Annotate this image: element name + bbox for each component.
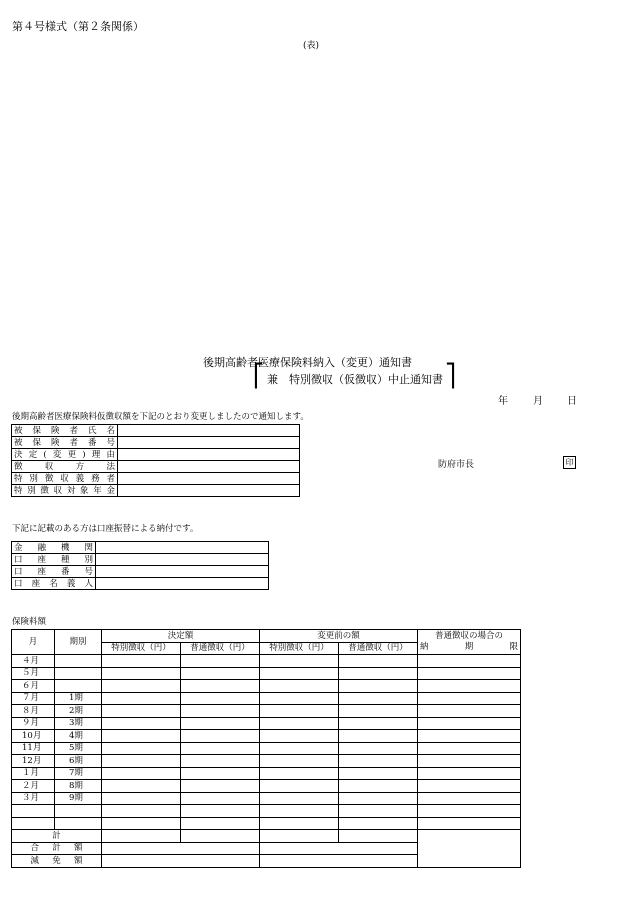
- amount-cell: [339, 705, 418, 718]
- amount-cell: [339, 692, 418, 705]
- row-label: 被保険者番号: [12, 437, 118, 449]
- table-row: [12, 542, 269, 554]
- amount-cell: [102, 792, 181, 805]
- period-cell: [55, 667, 102, 680]
- amount-cell: [181, 680, 260, 693]
- row-label: 口座名義人: [12, 578, 96, 590]
- amount-cell: [418, 680, 521, 693]
- table-row: [12, 717, 521, 730]
- table-row: [12, 461, 300, 473]
- amount-cell: [339, 655, 418, 668]
- table-row: [12, 554, 269, 566]
- table-row: [12, 705, 521, 718]
- period-cell: [55, 680, 102, 693]
- amount-cell: [339, 780, 418, 793]
- seal-icon: 印: [563, 456, 576, 469]
- period-cell: 5期: [55, 742, 102, 755]
- row-label: 口座種別: [12, 554, 96, 566]
- month-cell: ８月: [12, 705, 55, 718]
- period-cell: 2期: [55, 705, 102, 718]
- table-row: [12, 473, 300, 485]
- amount-cell: [102, 805, 181, 818]
- amount-cell: [181, 767, 260, 780]
- row-label: 決定(変更)理由: [12, 449, 118, 461]
- month-cell: ５月: [12, 667, 55, 680]
- amount-cell: [102, 742, 181, 755]
- notice-text: 後期高齢者医療保険料仮徴収額を下記のとおり変更しましたので通知します。: [12, 412, 309, 422]
- amount-cell: [418, 692, 521, 705]
- header-decided-amount: 決定額: [102, 630, 260, 643]
- table-row: [12, 742, 521, 755]
- table-row: [12, 817, 521, 830]
- amount-cell: [418, 780, 521, 793]
- amount-cell: [181, 655, 260, 668]
- row-label: 被保険者氏名: [12, 425, 118, 437]
- amount-cell: [339, 730, 418, 743]
- month-cell: ７月: [12, 692, 55, 705]
- month-cell: ３月: [12, 792, 55, 805]
- table-row: [12, 755, 521, 768]
- header-normal-collection-before: 普通徴収（円）: [339, 642, 418, 655]
- value-cell: [118, 485, 300, 497]
- amount-cell: [181, 792, 260, 805]
- table-row: [12, 767, 521, 780]
- amount-cell: [102, 717, 181, 730]
- table-row: [12, 578, 269, 590]
- amount-cell: [260, 805, 339, 818]
- value-cell: [118, 473, 300, 485]
- period-cell: 8期: [55, 780, 102, 793]
- amount-cell: [181, 667, 260, 680]
- table-row: [12, 692, 521, 705]
- amount-cell: [260, 742, 339, 755]
- amount-cell: [260, 767, 339, 780]
- amount-cell: [418, 767, 521, 780]
- amount-cell: [418, 717, 521, 730]
- document-subtitle: ⎡ 兼 特別徴収（仮徴収）中止通知書 ⎤: [253, 364, 456, 389]
- value-cell: [96, 578, 269, 590]
- row-label: 口座番号: [12, 566, 96, 578]
- header-period: 期別: [55, 630, 102, 655]
- amount-cell: [339, 755, 418, 768]
- amount-cell: [260, 655, 339, 668]
- table-row: [12, 566, 269, 578]
- row-label: 金融機関: [12, 542, 96, 554]
- form-side-label: (表): [303, 41, 320, 51]
- amount-cell: [260, 817, 339, 830]
- amount-cell: [418, 742, 521, 755]
- mayor-label: 防府市長: [438, 460, 475, 470]
- amount-cell: [102, 705, 181, 718]
- amount-cell: [181, 717, 260, 730]
- document-title: 後期高齢者医療保険料納入（変更）通知書: [203, 356, 412, 369]
- table-row: [12, 449, 300, 461]
- insured-info-table: [11, 424, 300, 497]
- amount-cell: [181, 805, 260, 818]
- month-cell: 11月: [12, 742, 55, 755]
- amount-cell: [339, 717, 418, 730]
- amount-cell: [418, 755, 521, 768]
- table-row: [12, 437, 300, 449]
- amount-cell: [339, 817, 418, 830]
- month-cell: [12, 805, 55, 818]
- amount-cell: [102, 730, 181, 743]
- month-cell: ６月: [12, 680, 55, 693]
- table-row: [12, 730, 521, 743]
- month-cell: ９月: [12, 717, 55, 730]
- amount-cell: [418, 705, 521, 718]
- amount-cell: [418, 817, 521, 830]
- table-row: [12, 805, 521, 818]
- date-day-label: 日: [567, 396, 577, 407]
- header-month: 月: [12, 630, 55, 655]
- amount-cell: [339, 680, 418, 693]
- header-deadline: 普通徴収の場合の 納期限: [418, 630, 521, 655]
- period-cell: 1期: [55, 692, 102, 705]
- value-cell: [96, 566, 269, 578]
- table-row: [12, 655, 521, 668]
- period-cell: 7期: [55, 767, 102, 780]
- bank-note: 下記に記載のある方は口座振替による納付です。: [12, 524, 199, 534]
- amount-cell: [418, 667, 521, 680]
- amount-cell: [102, 667, 181, 680]
- amount-cell: [181, 817, 260, 830]
- value-cell: [118, 425, 300, 437]
- amount-cell: [181, 755, 260, 768]
- bank-info-table: [11, 541, 269, 590]
- date-year-label: 年: [498, 396, 508, 407]
- amount-cell: [260, 692, 339, 705]
- amount-cell: [102, 817, 181, 830]
- row-label: 徴収方法: [12, 461, 118, 473]
- value-cell: [118, 461, 300, 473]
- month-cell: [12, 817, 55, 830]
- amount-cell: [181, 780, 260, 793]
- left-bracket: ⎡: [253, 364, 264, 389]
- amount-cell: [339, 667, 418, 680]
- amount-cell: [260, 667, 339, 680]
- amount-cell: [102, 755, 181, 768]
- table-row: [12, 792, 521, 805]
- amount-cell: [102, 780, 181, 793]
- amount-cell: [260, 792, 339, 805]
- row-label: 特別徴収対象年金: [12, 485, 118, 497]
- header-before-amount: 変更前の額: [260, 630, 418, 643]
- month-cell: ２月: [12, 780, 55, 793]
- month-cell: １月: [12, 767, 55, 780]
- table-row: [12, 425, 300, 437]
- period-cell: [55, 655, 102, 668]
- amount-cell: [339, 792, 418, 805]
- total-label: 合計額: [12, 842, 102, 855]
- month-cell: 10月: [12, 730, 55, 743]
- row-label: 特別徴収義務者: [12, 473, 118, 485]
- header-special-collection: 特別徴収（円）: [102, 642, 181, 655]
- amount-cell: [418, 655, 521, 668]
- amount-cell: [181, 692, 260, 705]
- reduction-label: 減免額: [12, 855, 102, 868]
- table-row: [12, 667, 521, 680]
- amount-cell: [102, 692, 181, 705]
- table-row: [12, 485, 300, 497]
- subtotal-row: [12, 830, 521, 843]
- period-cell: 9期: [55, 792, 102, 805]
- date-month-label: 月: [533, 396, 543, 407]
- fee-table: [11, 629, 521, 868]
- header-normal-collection: 普通徴収（円）: [181, 642, 260, 655]
- value-cell: [96, 554, 269, 566]
- fee-section-title: 保険料額: [12, 617, 47, 627]
- period-cell: [55, 805, 102, 818]
- amount-cell: [260, 755, 339, 768]
- period-cell: 6期: [55, 755, 102, 768]
- amount-cell: [418, 792, 521, 805]
- amount-cell: [418, 805, 521, 818]
- amount-cell: [260, 730, 339, 743]
- table-header-row: [12, 630, 521, 643]
- right-bracket: ⎤: [445, 364, 456, 389]
- subtotal-label: 計: [12, 830, 102, 843]
- table-row: [12, 680, 521, 693]
- month-cell: ４月: [12, 655, 55, 668]
- form-number: 第４号様式（第２条関係）: [12, 20, 144, 33]
- amount-cell: [102, 767, 181, 780]
- value-cell: [96, 542, 269, 554]
- amount-cell: [339, 742, 418, 755]
- amount-cell: [102, 680, 181, 693]
- value-cell: [118, 437, 300, 449]
- amount-cell: [260, 780, 339, 793]
- amount-cell: [339, 805, 418, 818]
- amount-cell: [339, 767, 418, 780]
- header-special-collection-before: 特別徴収（円）: [260, 642, 339, 655]
- amount-cell: [181, 705, 260, 718]
- value-cell: [118, 449, 300, 461]
- amount-cell: [260, 680, 339, 693]
- month-cell: 12月: [12, 755, 55, 768]
- period-cell: 3期: [55, 717, 102, 730]
- amount-cell: [260, 717, 339, 730]
- table-row: [12, 780, 521, 793]
- period-cell: [55, 817, 102, 830]
- amount-cell: [181, 730, 260, 743]
- period-cell: 4期: [55, 730, 102, 743]
- amount-cell: [418, 730, 521, 743]
- amount-cell: [102, 655, 181, 668]
- amount-cell: [260, 705, 339, 718]
- amount-cell: [181, 742, 260, 755]
